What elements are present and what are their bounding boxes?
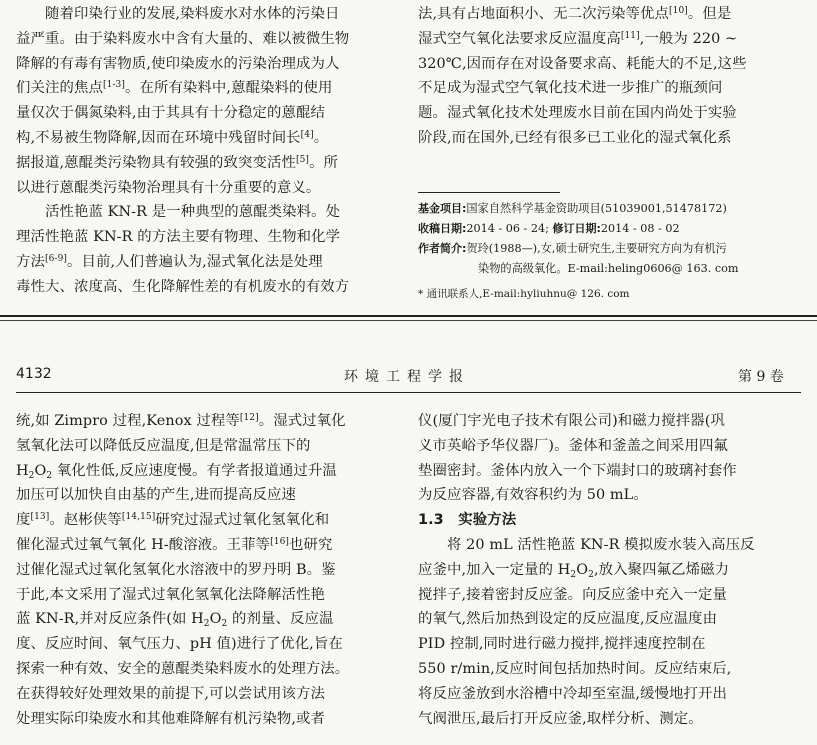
text-line: 量仅次于偶氮染料,由于其具有十分稳定的蒽醌结 — [16, 105, 325, 122]
text-line-formula: 蓝 KN-R,并对反应条件(如 $H_2O_2$ 的剂量、反应温 — [16, 611, 334, 630]
footnote-label: 作者简介: — [418, 242, 467, 255]
footnote-fund — [418, 199, 810, 219]
text-line-with-citation: 湿式空气氧化法要求反应温度高[11],一般为 220 ~ — [418, 30, 738, 47]
text-line: 度、反应时间、氧气压力、pH 值)进行了优化,旨在 — [16, 636, 343, 653]
text-line: 在获得较好处理效果的前提下,可以尝试用该方法 — [16, 685, 325, 702]
text-line: 搅拌子,接着密封反应釜。向反应釜中充入一定量 — [418, 586, 727, 603]
footnote-author-cont: 染物的高级氧化。E-mail:heling0606@ 163. com — [478, 262, 739, 275]
text-line: 活性艳蓝 KN-R 是一种典型的蒽醌类染料。处 — [45, 204, 341, 221]
footnote-author — [418, 239, 810, 259]
text-line-with-citation: 法,具有占地面积小、无二次污染等优点[10]。但是 — [418, 6, 732, 22]
text-line: 将反应釜放到水浴槽中冷却至室温,缓慢地打开出 — [418, 685, 727, 702]
footnote-text: 2014 - 06 - 24; — [466, 222, 549, 235]
text-line: 不足成为湿式空气氧化技术进一步推广的瓶颈问 — [418, 80, 723, 97]
footnote-contact: * 通讯联系人,E-mail:hyliuhnu@ 126. com — [418, 288, 630, 300]
text-line: 于此,本文采用了湿式过氧化氢氧化法降解活性艳 — [16, 586, 325, 603]
footnote-text: 贺玲(1988—),女,硕士研究生,主要研究方向为有机污 — [466, 242, 727, 255]
text-line: 气阀泄压,最后打开反应釜,取样分析、测定。 — [418, 710, 703, 727]
text-line: 处理实际印染废水和其他难降解有机污染物,或者 — [16, 710, 325, 727]
text-line: 题。湿式氧化技术处理废水目前在国内尚处于实验 — [418, 105, 737, 122]
volume-number: 第 9 卷 — [738, 369, 784, 385]
text-line: 垫圈密封。釜体内放入一个下端封口的玻璃衬套作 — [418, 462, 737, 479]
text-line-with-citation: 统,如 Zimpro 过程,Kenox 过程等[12]。湿式过氧化 — [16, 413, 346, 429]
text-line: 320℃,因而存在对设备要求高、耗能大的不足,这些 — [418, 55, 747, 72]
text-line-with-citation: 据报道,蒽醌类污染物具有较强的致突变活性[5]。所 — [16, 154, 339, 171]
page-gap — [0, 312, 817, 352]
footnote-label: 修订日期: — [552, 222, 601, 235]
text-line: 探索一种有效、安全的蒽醌类染料废水的处理方法。 — [16, 660, 350, 677]
text-line-formula: $H_2O_2$ 氧化性低,反应速度慢。有学者报道通过升温 — [16, 462, 337, 481]
text-line: 过催化湿式过氧化氢氧化水溶液中的罗丹明 B。鉴 — [16, 561, 336, 578]
text-line: 义市英峪予华仪器厂)。釜体和釜盖之间采用四氟 — [418, 437, 729, 454]
text-line: 理活性艳蓝 KN-R 的方法主要有物理、生物和化学 — [16, 229, 341, 246]
text-line: PID 控制,同时进行磁力搅拌,搅拌速度控制在 — [418, 636, 706, 653]
text-line-with-citation: 们关注的焦点[1-3]。在所有染料中,蒽醌染料的使用 — [16, 80, 333, 97]
text-line: 降解的有毒有害物质,使印染废水的污染治理成为人 — [16, 55, 340, 72]
bottom-right-column — [418, 409, 810, 731]
text-line: 550 r/min,反应时间包括加热时间。反应结束后, — [418, 660, 732, 677]
page-number: 4132 — [16, 366, 52, 382]
text-line-with-citation: 催化湿式过氧气氧化 H-酸溶液。王菲等[16]也研究 — [16, 536, 333, 553]
text-line: 毒性大、浓度高、生化降解性差的有机废水的有效方 — [16, 278, 350, 295]
footnote-rule — [418, 192, 560, 193]
text-line: 的氧气,然后加热到设定的反应温度,反应温度由 — [418, 611, 718, 628]
footnote-text: 2014 - 08 - 02 — [600, 222, 680, 235]
bottom-left-column — [16, 409, 408, 731]
top-right-column — [418, 2, 810, 151]
top-left-column — [16, 2, 408, 300]
footnote-text: 国家自然科学基金资助项目(51039001,51478172) — [466, 202, 727, 215]
page-separator-thin — [0, 320, 817, 321]
footnote-label: 基金项目: — [418, 202, 467, 215]
text-line: 将 20 mL 活性艳蓝 KN-R 模拟废水装入高压反 — [447, 536, 755, 553]
text-line: 为反应容器,有效容积约为 50 mL。 — [418, 487, 648, 504]
text-line: 加压可以加快自由基的产生,进而提高反应速 — [16, 487, 296, 504]
text-line: 氢氧化法可以降低反应温度,但是常温常压下的 — [16, 437, 311, 454]
section-heading: 1.3 实验方法 — [418, 512, 517, 529]
text-line-formula: 应釜中,加入一定量的 $H_2O_2$,放入聚四氟乙烯磁力 — [418, 561, 730, 580]
text-line: 阶段,而在国外,已经有很多已工业化的湿式氧化系 — [418, 129, 732, 146]
running-head-rule — [16, 392, 801, 393]
text-line-with-citation: 度[13]。赵彬侠等[14,15]研究过湿式过氧化氢氧化和 — [16, 512, 330, 529]
text-line: 以进行蒽醌类污染物治理具有十分重要的意义。 — [16, 179, 321, 196]
text-line: 仪(厦门宇光电子技术有限公司)和磁力搅拌器(巩 — [418, 413, 725, 429]
text-line: 益严重。由于染料废水中含有大量的、难以被微生物 — [16, 30, 350, 47]
text-line-with-citation: 构,不易被生物降解,因而在环境中残留时间长[4]。 — [16, 129, 329, 146]
text-line-with-citation: 方法[6-9]。目前,人们普遍认为,湿式氧化法是处理 — [16, 253, 323, 270]
text-line: 随着印染行业的发展,染料废水对水体的污染日 — [45, 6, 340, 22]
journal-title: 环境工程学报 — [344, 369, 470, 385]
footnote-dates — [418, 219, 810, 239]
page-separator — [0, 315, 817, 317]
footnote-label: 收稿日期: — [418, 222, 467, 235]
